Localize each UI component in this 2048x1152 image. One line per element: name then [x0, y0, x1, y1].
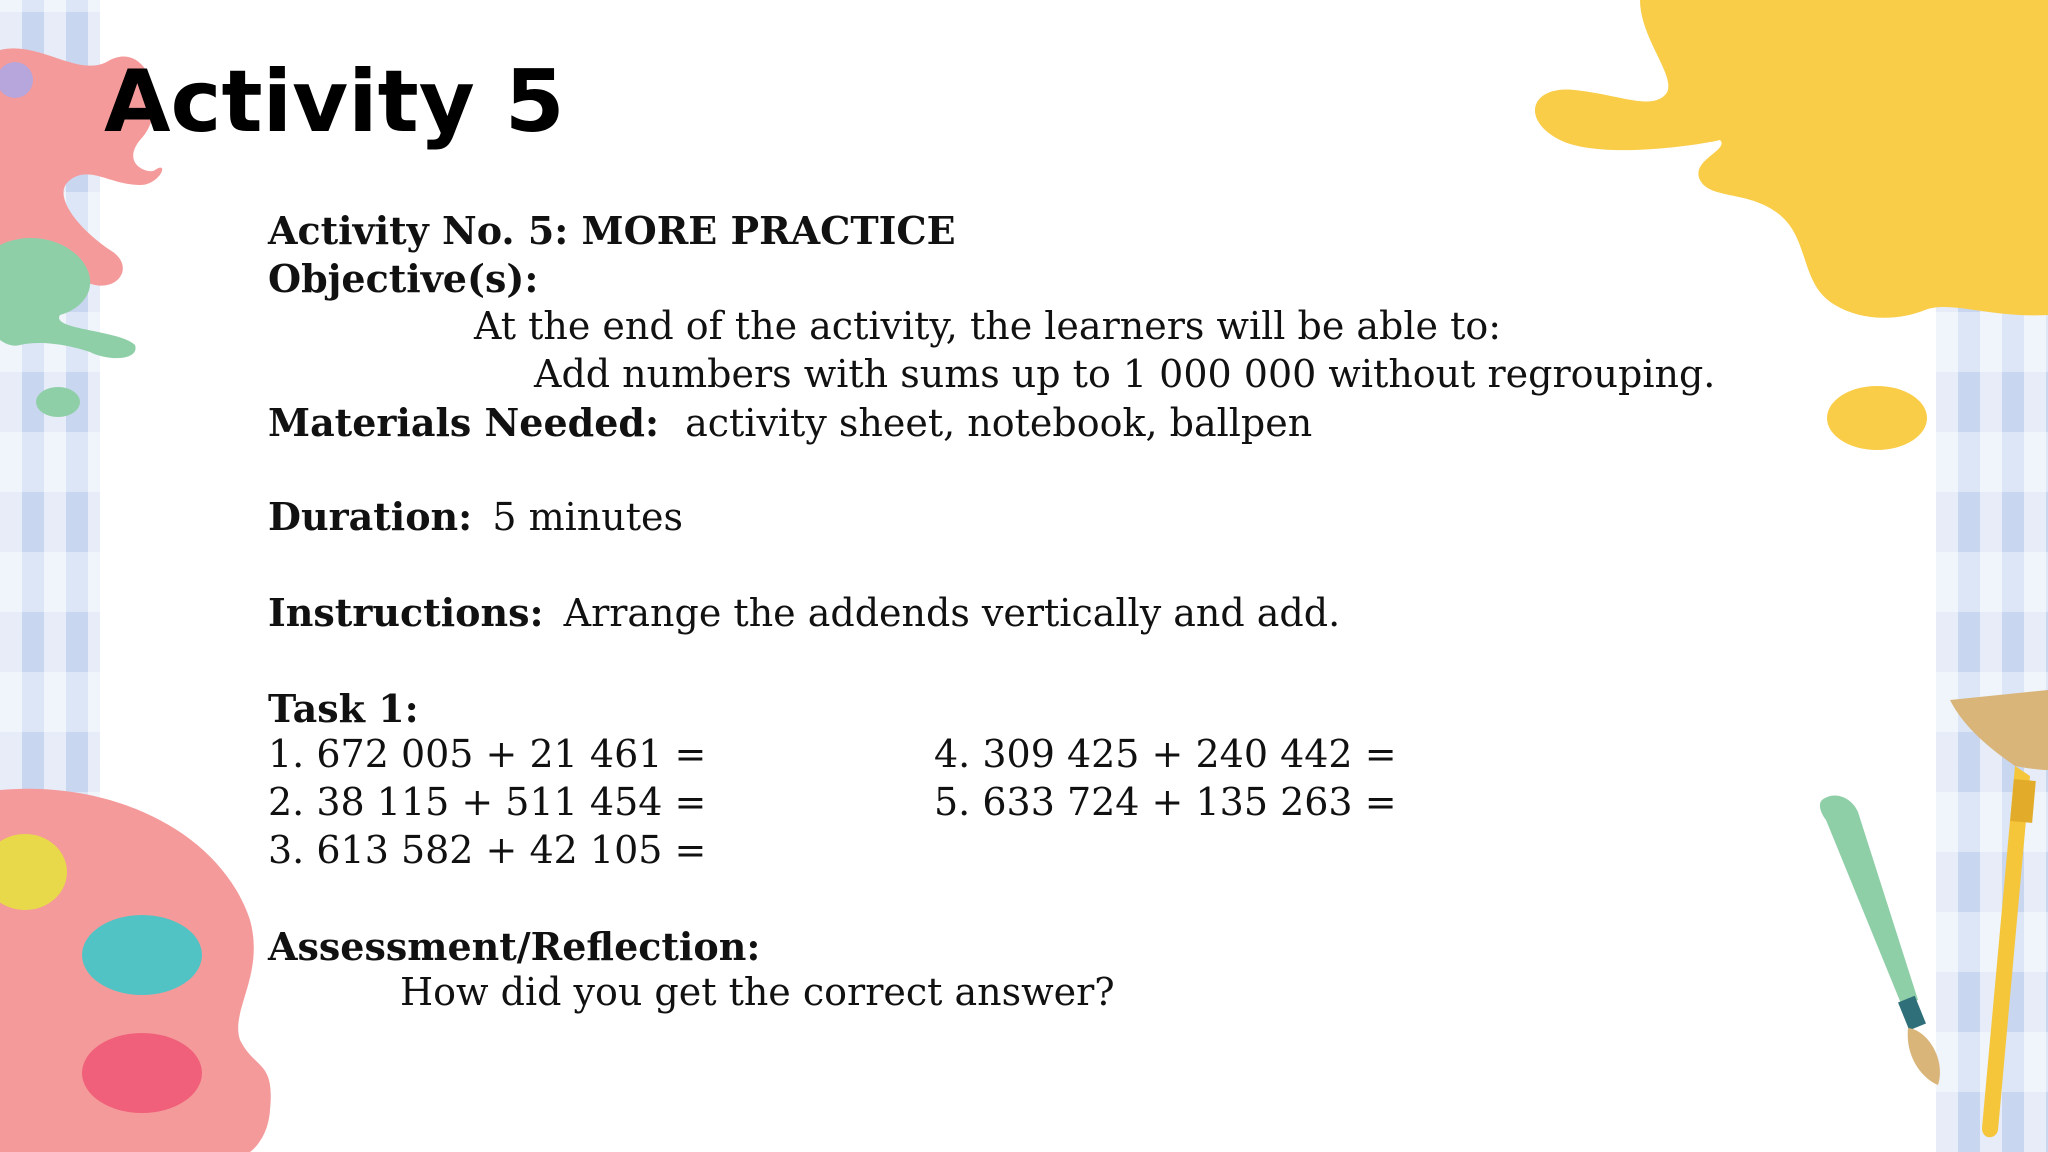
duration-value: 5 minutes — [492, 495, 683, 539]
instructions-value: Arrange the addends vertically and add. — [563, 591, 1341, 635]
task-item-5: 5. 633 724 + 135 263 = — [934, 780, 1397, 824]
assessment-question: How did you get the correct answer? — [400, 970, 1115, 1014]
green-paint-dot — [36, 387, 80, 417]
instructions-row — [268, 590, 1340, 635]
instructions-label: Instructions: — [268, 590, 544, 635]
materials-row — [268, 400, 1312, 445]
task-item-3: 3. 613 582 + 42 105 = — [268, 828, 707, 872]
materials-value: activity sheet, notebook, ballpen — [685, 401, 1313, 445]
yellow-paint-dot — [1827, 386, 1927, 450]
duration-row — [268, 494, 683, 539]
duration-label: Duration: — [268, 494, 473, 539]
task-item-2: 2. 38 115 + 511 454 = — [268, 780, 707, 824]
task-item-4: 4. 309 425 + 240 442 = — [934, 732, 1397, 776]
paint-palette — [0, 789, 271, 1152]
objectives-intro: At the end of the activity, the learners will be able to: — [474, 304, 1502, 348]
slide-title: Activity 5 — [104, 52, 565, 152]
task-label: Task 1: — [268, 686, 419, 731]
green-paintbrush — [1820, 796, 1940, 1085]
task-item-1: 1. 672 005 + 21 461 = — [268, 732, 707, 776]
red-paint-well — [82, 1033, 202, 1113]
objective-item: Add numbers with sums up to 1 000 000 without regrouping. — [534, 352, 1716, 396]
objectives-label: Objective(s): — [268, 256, 539, 301]
yellow-fan-paintbrush — [1950, 690, 2048, 1137]
assessment-label: Assessment/Reflection: — [268, 924, 761, 969]
activity-heading: Activity No. 5: MORE PRACTICE — [268, 208, 956, 253]
materials-label: Materials Needed: — [268, 400, 659, 445]
teal-paint-well — [82, 915, 202, 995]
